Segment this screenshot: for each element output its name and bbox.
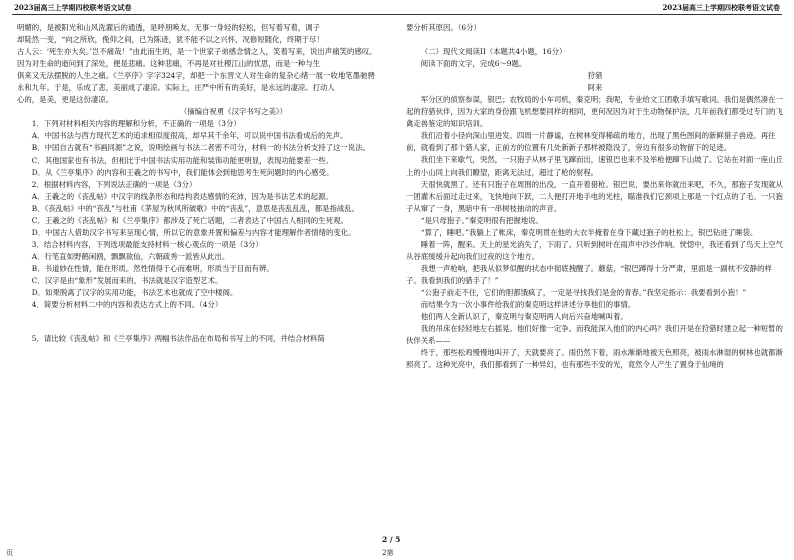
story-paragraph: “公狍子前走不住，它们的胆都饿疯了，一定是寻找我们是金的青春。”我坚定指示：我要看到小狍！” — [420, 287, 747, 297]
question-5: 5．请比较《丧乱帖》和《兰亭集序》两幅书法作品在布局和书写上的不同，并结合材料简 — [31, 334, 325, 344]
story-paragraph: 终于，那些松鸡慢慢地叫开了，天就要亮了。雨仍然下着，雨水渐渐地被天色照亮，被雨水淋湿的树林也就都渐照亮了。这种光亮中，我们都看到了一种异幻，也有那些不安的光，竟然令人产生了置身于仙境的 — [406, 348, 783, 370]
option: B．中国自古就有“书画同源”之说，说明绘画与书法二者密不可分，材料一的书法分析支持了这一说法。 — [31, 143, 370, 153]
header-right-title: 2023届高三上学期四校联考语文试卷 — [662, 3, 780, 12]
story-paragraph: 睡着一阵，醒来。天上的星光消失了，下雨了。只听到树叶在雨声中沙沙作响。恍惚中，我还看到了鸟天上空气从谷底缓缓升起向我们过夜的这个地方。 — [406, 239, 783, 261]
passage-line: 古人云：‘死生亦大矣。’岂不痛哉！”由此而生的，是一个世家子弟感念情之人，笑着写来，说出声痛笑的感叹。 — [17, 47, 377, 57]
question-1: 1．下列对材料相关内容的理解和分析，不正确的一项是（3分） — [31, 119, 241, 129]
option: D．中国古人借助汉字书写来呈现心情，所以它的意象并置和偏差与内容才能理解作者情绪的变化。 — [31, 227, 356, 237]
story-paragraph: 我想一声枪响，把我从似梦似醒的状态中彻底拽醒了。蘑菇，“银巴蹲得十分严肃，里面是一副枕不安静的样子。我看到我们的猎手了！” — [406, 263, 772, 285]
footer-left-mark: 页 — [6, 549, 13, 557]
instruction: 阅读下面的文字，完成6～9题。 — [420, 59, 527, 69]
question-3: 3．结合材料内容，下列选项最能支持材料一核心观点的一项是（3分） — [31, 239, 263, 249]
option: C．汉字是由“象形”发展而来的，书法就是汉字造型艺术。 — [31, 275, 223, 285]
option: A．行笔直如野鹤闲鸥，飘飘欲仙，六朝疏秀一派皆从此出。 — [31, 251, 230, 261]
header-rule — [12, 14, 782, 15]
story-paragraph: 我的吊床在轻轻地左右摇晃。他们好像一定争。而我能深入他们的内心吗？我们开是在狩猎时建立起一种短暂的伙伴关系—— — [406, 324, 783, 346]
story-title: 狩猎 — [587, 71, 603, 81]
section-title: （二）现代文阅读II（本题共4小题，16分） — [420, 47, 567, 57]
passage-line: 俱来又无法摆脱的人生之痛。《兰亭序》字字324字，却把一个东晋文人对生命的复杂心绪一展一收地笔墨驰骋 — [17, 71, 375, 81]
option: D．如果脱离了汉字的实用功能，书法艺术也就成了空中楼阁。 — [31, 288, 238, 298]
story-paragraph: 他们两人全新认识了，秦克明与秦克明两人向后兴奋地喊叫着。 — [420, 312, 628, 322]
story-paragraph: 天很快就黑了。还有只狍子在周围的出没，一直开着猎枪。银巴说，要出来你就出来吧，不久，那狍子发现就从一团灌木后面过走过来，飞快地向下跃，二人便打开地手电的光柱，瞄准我们它颈项上那是一个红点的了毛。一只狍子从窜了一身，黑暗中有一串树枝抽动的声音。 — [406, 179, 783, 213]
left-column — [17, 22, 387, 345]
story-author: 阿来 — [587, 83, 603, 93]
page-number: 2 / 5 — [382, 535, 401, 544]
question-4: 4．简要分析材料二中的内容和表达方式上的不同。（4分） — [31, 300, 223, 310]
passage-source: （摘编自祝勇《汉字书写之美》） — [179, 107, 287, 117]
story-paragraph: “算了，睡吧。”我躺上了帐床，秦克明贯在他的大衣半掩着在身下藏过狍子的杜松上，银巴钻进了睡袋。 — [420, 227, 758, 237]
question-5-cont: 要分析其原因。（6分） — [406, 23, 481, 32]
passage-line: 心的，是美，更是这份凄凉。 — [17, 95, 114, 105]
passage-line: 明媚的，是被阳光和山风洗濯后的通透，是呼朋唤友、无事一身轻的轻松，但写着写着，调子 — [17, 23, 321, 32]
passage-line: 因为对生命的逝问到了深处，便是悲痛。这种悲痛，不再是对社稷江山的忧思，而是一种与生 — [17, 59, 321, 69]
header-left-title: 2023届高三上学期四校联考语文试卷 — [14, 3, 132, 12]
option: B．《丧乱帖》中的“丧乱”与杜甫《茅屋为秋风所破歌》中的“丧乱”，意思是丧乱乱乱，都是指战乱。 — [31, 203, 360, 213]
story-paragraph: 我们沿着小径向深山里进发。四周一片静谧，在树林变得稀疏的地方，出现了黑色图间的新鲜猎子兽迹。再往前，就看到了那个猎人家，正前方的位置有几处新新子那样被隐没了，旁边有很多动物留下的足迹。 — [406, 131, 776, 153]
option: B．书道妙在性情，能在形质。然性情得于心而难明，形质当于目而有辨。 — [31, 263, 274, 273]
option: C．其他国家也有书法，但相比于中国书法实用功能和装饰功能更明显，表现功能要差一些。 — [31, 155, 334, 165]
story-paragraph: 我们坐下来歇气，突然，一只狍子从林子里飞蹿而出，速银巴也来不及举枪便蹿下山坡了。它站在对面一座山丘上的小山同上向我们瞭望，距离无法过，超过了枪的射程。 — [406, 155, 783, 177]
option: A．王羲之的《丧乱帖》中汉字的线条形态和结构表达感情的充沛，因为是书法艺术的起源。 — [31, 191, 333, 201]
option: D．从《兰亭集序》的内容和王羲之的书写中，我们能体会到他思考生死问题时的内心感受。 — [31, 167, 334, 177]
option: A．中国书法与西方现代艺术的追求相似度很高，却早其千余年，可以说中国书法看成后的先声。 — [31, 131, 348, 141]
footer-mid-mark: 2第 — [382, 549, 394, 557]
passage-line: 却陡然一变，“向之所欣，俛仰之间，已为陈迹，犹不能不以之兴怀，况修短随化，终期于尽！ — [17, 35, 324, 45]
option: C．王羲之的《丧乱帖》和《兰亭集序》都涉及了死亡话题，二者表达了中国古人相同的生死观。 — [31, 215, 348, 225]
right-column — [406, 22, 784, 371]
story-paragraph: “是只母狍子。”秦克明很有把握地说。 — [420, 215, 543, 225]
story-paragraph: 军分区的侦察参谋，银巴；农牧局的小车司机，秦克明；我呢，专业给文工团歌手填写歌词。我们是偶然凑在一起的狩猎伙伴，因为大家的身份跟飞机想要同样的相同，更何况因为对于生动物保护法，几年前我们都受过专门的飞禽走兽鉴定的知识培训。 — [406, 95, 783, 129]
question-2: 2．根据材料内容，下列说法正确的一项是（3分） — [31, 179, 197, 189]
story-paragraph: 而结果今为一次小事件给我们的秦克明这样讲述分享他们的事情。 — [420, 300, 636, 310]
passage-line: 永和九年。于是，乐成了悲，美丽成了凄凉。实际上，庄严中所有的美好，是永远的凄凉。打动人 — [17, 83, 335, 93]
